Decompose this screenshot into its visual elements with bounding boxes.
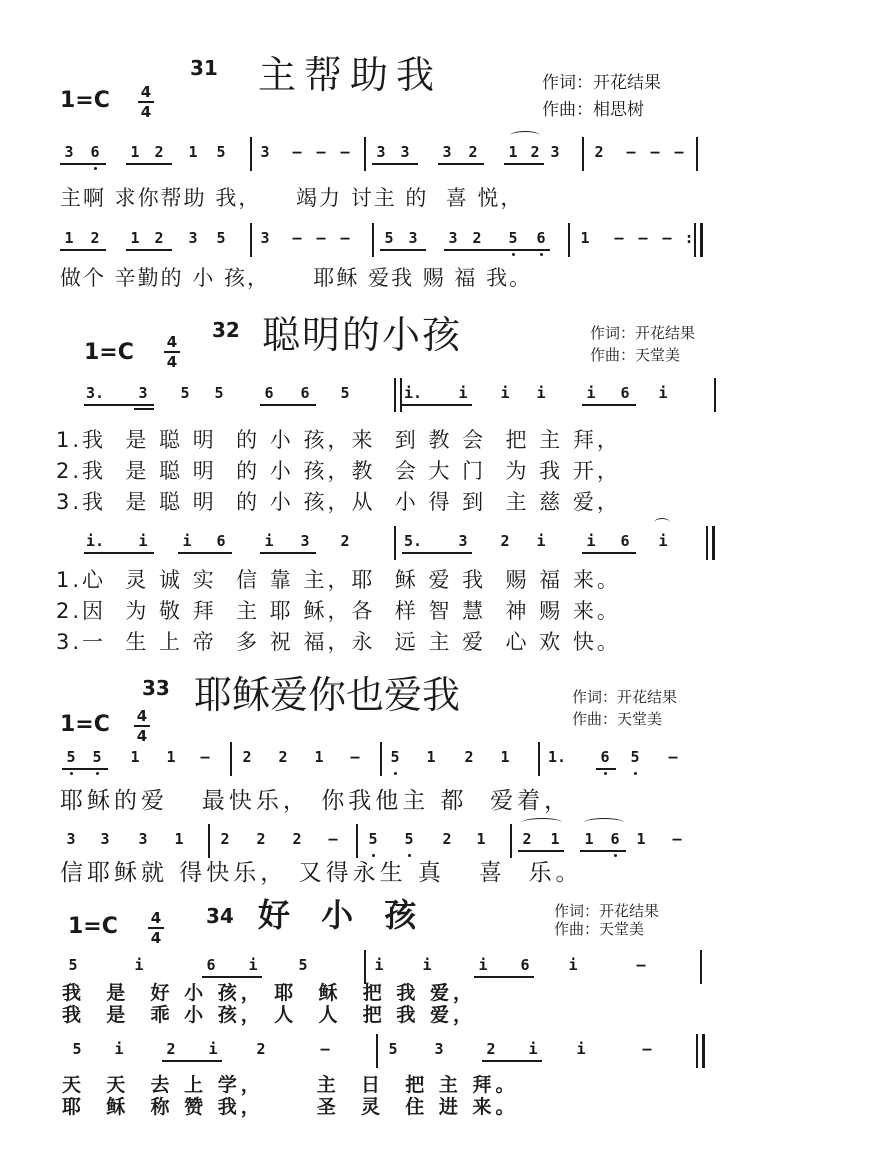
song-number: 31 [190, 56, 218, 80]
lyrics-verse-1: 1.我 是 聪 明 的 小 孩，来 到 教 会 把 主 拜， [56, 428, 621, 452]
key-signature: 1=C [68, 914, 118, 939]
lyrics-verse-2b: 耶 稣 称 赞 我， 圣 灵 住 进 来。 [62, 1096, 519, 1118]
lyrics-verse-3: 3.我 是 聪 明 的 小 孩，从 小 得 到 主 慈 爱， [56, 490, 621, 514]
key-signature: 1=C [84, 340, 134, 365]
lyricist: 作词：开花结果 [590, 324, 696, 342]
lyrics-verse-1b: 天 天 去 上 学， 主 日 把 主 拜。 [62, 1074, 519, 1096]
song-title: 耶稣爱你也爱我 [194, 673, 461, 717]
notation-line-2: 5 i 2 i 2 – 5 3 2 i i – [0, 1040, 870, 1070]
notation-line-1: 5 i 6 i 5 i i i 6 i – [0, 956, 870, 986]
song-number: 33 [142, 676, 170, 700]
song-number: 32 [212, 318, 240, 342]
lyrics-line-1: 耶稣的爱 最快乐， 你我他主 都 爱着， [60, 788, 572, 814]
lyricist: 作词：开花结果 [572, 688, 678, 706]
song-title: 好 小 孩 [258, 896, 427, 934]
lyricist: 作词：开花结果 [542, 73, 661, 93]
time-signature: 4 4 [138, 84, 154, 120]
notation-line-1: 5 5 1 1 – 2 2 1 – 5 1 2 1 1. 6 5 – [0, 748, 870, 778]
lyrics-verse-2b: 2.因 为 敬 拜 主 耶 稣，各 样 智 慧 神 赐 来。 [56, 599, 621, 623]
key-signature: 1=C [60, 88, 110, 113]
notation-line-2: 3 3 3 1 2 2 2 – 5 5 2 1 2 1 1 6 1 – [0, 830, 870, 860]
lyrics-verse-2: 我 是 乖 小 孩， 人 人 把 我 爱， [62, 1004, 476, 1026]
song-number: 34 [206, 904, 234, 928]
lyrics-verse-1b: 1.心 灵 诚 实 信 靠 主，耶 稣 爱 我 赐 福 来。 [56, 568, 621, 592]
song-title: 主帮助我 [258, 53, 443, 97]
lyrics-line-2: 做个 辛勤的 小 孩， 耶稣 爱我 赐 福 我。 [60, 266, 533, 290]
lyrics-line-2: 信耶稣就 得快乐， 又得永生 真 喜 乐。 [60, 860, 583, 886]
song-title: 聪明的小孩 [262, 313, 463, 357]
composer: 作曲：相思树 [542, 100, 644, 120]
key-signature: 1=C [60, 712, 110, 737]
notation-line-1: 3. 3 5 5 6 6 5 i. i i i i 6 i [0, 384, 870, 414]
time-signature: 4 4 [148, 910, 164, 946]
composer: 作曲：天堂美 [572, 710, 663, 728]
notation-line-1: 3 6 1 2 1 5 3 – – – 3 3 3 2 1 2 3 2 – – – [0, 143, 870, 173]
composer: 作曲：天堂美 [590, 346, 681, 364]
lyrics-verse-3b: 3.一 生 上 帝 多 祝 福，永 远 主 爱 心 欢 快。 [56, 630, 621, 654]
time-signature: 4 4 [164, 334, 180, 370]
time-signature: 4 4 [134, 708, 150, 744]
lyrics-verse-1: 我 是 好 小 孩， 耶 稣 把 我 爱， [62, 982, 476, 1004]
notation-line-2: 1 2 1 2 3 5 3 – – – 5 3 3 2 5 6 1 – – – : [0, 229, 870, 259]
lyrics-line-1: 主啊 求你帮助 我， 竭力 讨主 的 喜 悦， [60, 186, 524, 210]
lyrics-verse-2: 2.我 是 聪 明 的 小 孩，教 会 大 门 为 我 开， [56, 459, 621, 483]
composer: 作曲：天堂美 [554, 920, 645, 938]
notation-line-2: i. i i 6 i 3 2 5. 3 2 i i 6 i [0, 532, 870, 562]
lyricist: 作词：开花结果 [554, 902, 660, 920]
